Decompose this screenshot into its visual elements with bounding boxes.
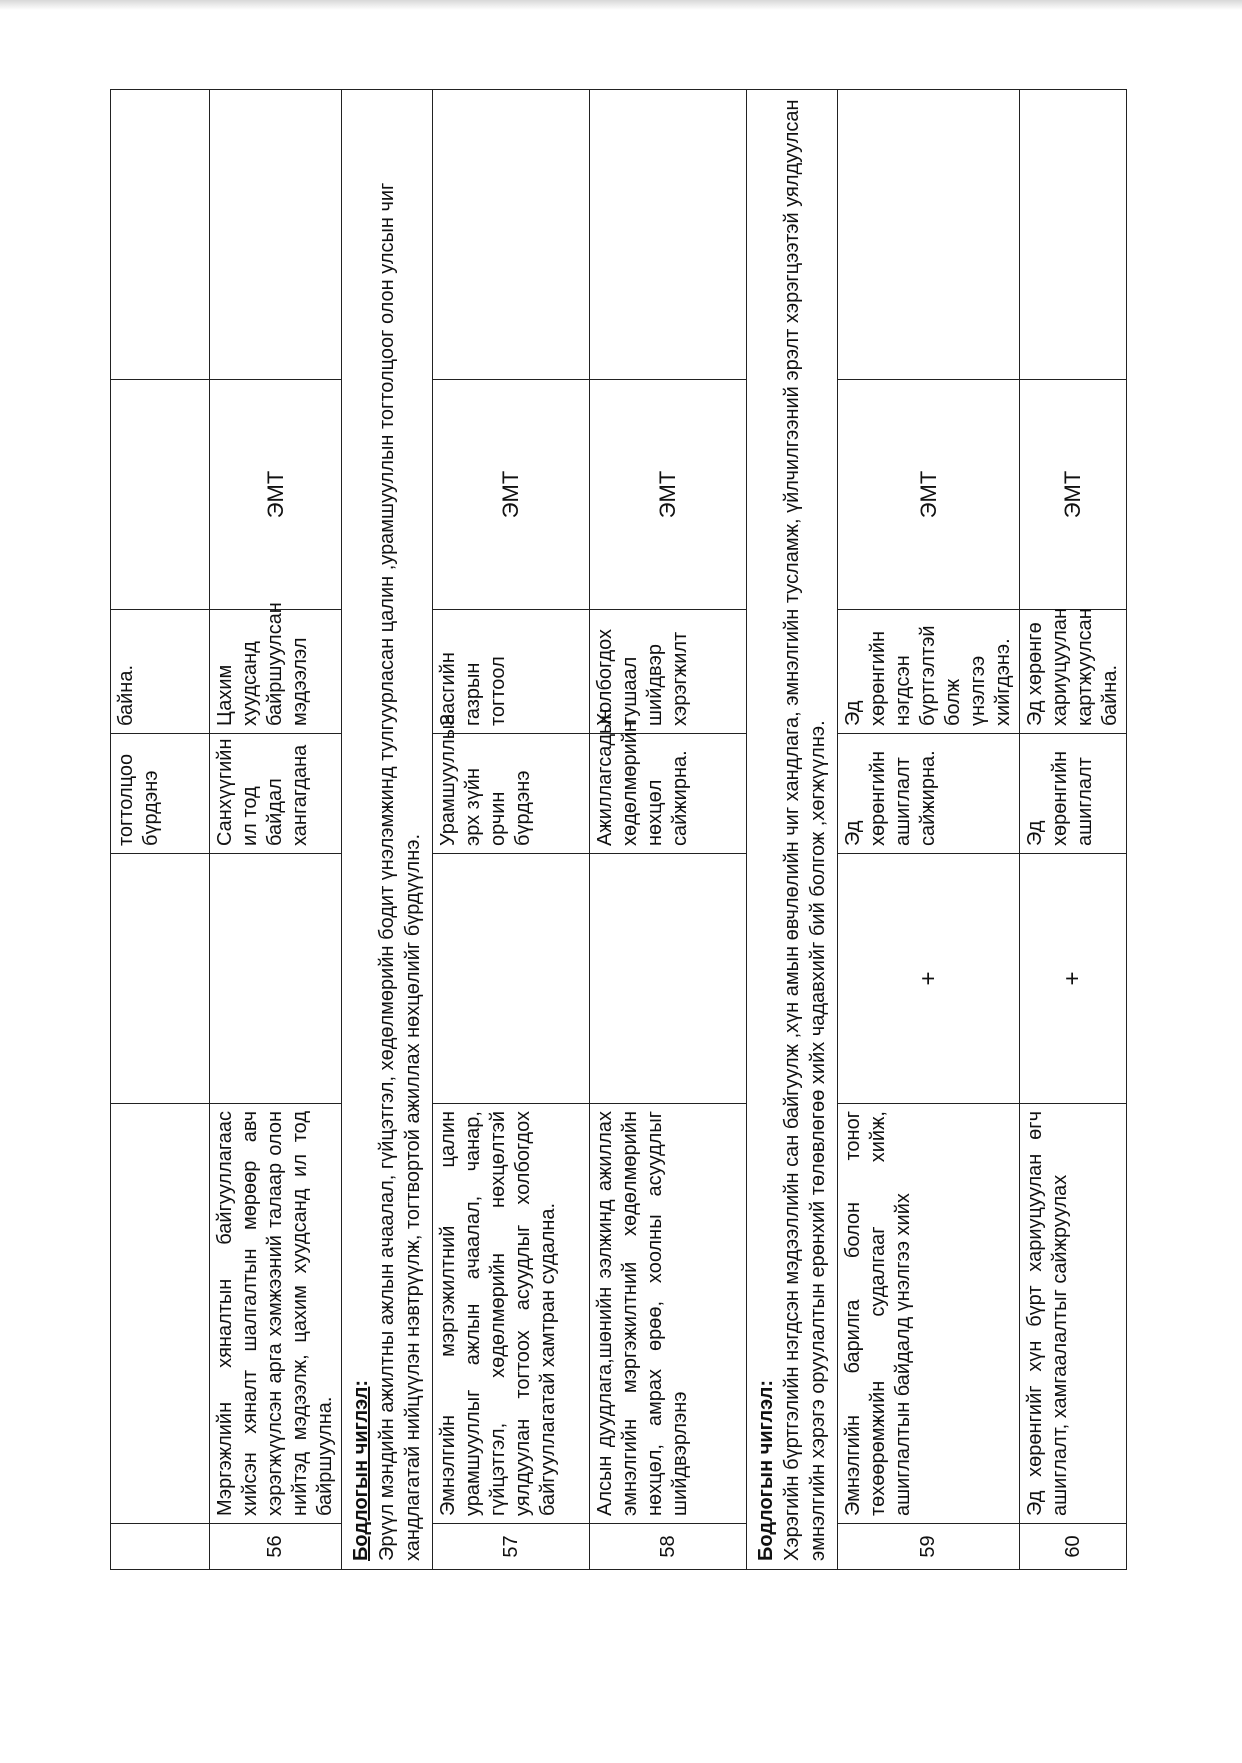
activity-cell: Эмнэлгийн барилга болон тоног төхөөрөмжийн судалгааг хийж, ашиглалтын байдалд үнэлгээ хийх (838, 1104, 1020, 1524)
table-row (210, 90, 342, 1570)
policy-title: Бодлогын чиглэл: (755, 1379, 777, 1561)
extra-cell (1020, 90, 1127, 380)
indicator-cell: Ажиллагсадын хөдөлмөрийн нөхцөл сайжирна. (590, 734, 747, 854)
row-number (111, 1524, 210, 1570)
activity-cell (111, 1104, 210, 1524)
scan-edge-shadow (0, 0, 1242, 10)
activity-cell: Алсын дуудлага,шөнийн ээлжинд ажиллах эмнэлгийн мэргэжилтний хөдөлмөрийн нөхцөл, амрах өрөө, хоолны асуудлыг шийдвэрлэнэ (590, 1104, 747, 1524)
extra-cell (433, 90, 590, 380)
policy-body: Хэрэгийн бүртгэлийн нэгдсэн мэдээллийн сан байгуулж ,хүн амын өвчлөлийн чиг хандлага, эмнэлгийн тусламж, үйлчилгээний эрэлт хэрэгцээтэй уялдуулсан эмнэлгийн хэрэгэ оруулалтын ерөнхий төлөвлөгөө хийх чадавхийг бий болгож ,хөгжүүлнэ. (781, 99, 829, 1561)
row-number: 56 (210, 1524, 342, 1570)
result-cell: Холбогдох тушаал шийдвэр хэрэгжилт (590, 610, 747, 734)
row-number: 58 (590, 1524, 747, 1570)
policy-direction-row (747, 90, 838, 1570)
table-row (111, 90, 210, 1570)
result-cell: Засгийн газрын тогтоол (433, 610, 590, 734)
mark-cell: + (838, 854, 1020, 1104)
mark-cell: + (1020, 854, 1127, 1104)
indicator-cell: Эд хөрөнгийн ашиглалт (1020, 734, 1127, 854)
organization-cell (111, 380, 210, 610)
policy-body: Эрүүл мэндийн ажилтны ажлын ачаалал, гүйцэтгэл, хөдөлмөрийн бодит үнэлэмжинд тулгуурласан цалин ,урамшууллын тогтолцоог олон улсын чиг хандлагатай нийцүүлэн нэвтрүүлж, тогтвортой ажиллах нөхцөлийг бүрдүүлнэ. (376, 182, 424, 1561)
organization-cell: ЭМТ (1020, 380, 1127, 610)
row-number: 60 (1020, 1524, 1127, 1570)
organization-cell: ЭМТ (433, 380, 590, 610)
table-row (838, 90, 1020, 1570)
mark-cell (590, 854, 747, 1104)
organization-cell: ЭМТ (590, 380, 747, 610)
indicator-cell: Эд хөрөнгийн ашиглалт сайжирна. (838, 734, 1020, 854)
policy-direction-row (342, 90, 433, 1570)
indicator-cell: тогтолцоо бүрдэнэ (111, 734, 210, 854)
organization-cell: ЭМТ (838, 380, 1020, 610)
action-plan-table (110, 89, 1127, 1570)
extra-cell (210, 90, 342, 380)
activity-cell: Эд хөрөнгийг хүн бүрт хариуцуулан өгч ашиглалт, хамгаалалтыг сайжруулах (1020, 1104, 1127, 1524)
row-number: 59 (838, 1524, 1020, 1570)
result-cell: Эд хөрөнгө хариуцуулан картжуулсан байна. (1020, 610, 1127, 734)
indicator-cell: Урамшууллын эрх зүйн орчин бүрдэнэ (433, 734, 590, 854)
extra-cell (111, 90, 210, 380)
result-cell: байна. (111, 610, 210, 734)
policy-direction-cell (747, 90, 838, 1570)
result-cell: Эд хөрөнгийн нэгдсэн бүртгэлтэй болж үнэлгээ хийгдэнэ. (838, 610, 1020, 734)
table-row (590, 90, 747, 1570)
result-cell: Цахим хуудсанд байршуулсан мэдээлэл (210, 610, 342, 734)
activity-cell: Мэргэжлийн хяналтын байгууллагаас хийсэн хяналт шалгалтын мөрөөр авч хэрэгжүүлсэн арга хэмжээний талаар олон нийтэд мэдээлж, цахим хуудсанд ил тод байршуулна. (210, 1104, 342, 1524)
mark-cell (210, 854, 342, 1104)
mark-cell (111, 854, 210, 1104)
organization-cell: ЭМТ (210, 380, 342, 610)
rotated-page-content (110, 90, 1160, 1570)
activity-cell: Эмнэлгийн мэргэжилтний цалин урамшууллыг ажлын ачаалал, чанар, гүйцэтгэл, хөдөлмөрийн нөхцөлтэй уялдуулан тогтоох асуудлыг холбогдох байгууллагатай хамтран судална. (433, 1104, 590, 1524)
mark-cell (433, 854, 590, 1104)
extra-cell (838, 90, 1020, 380)
table-row (1020, 90, 1127, 1570)
policy-title: Бодлогын чиглэл (350, 1386, 372, 1561)
row-number: 57 (433, 1524, 590, 1570)
indicator-cell: Санхүүгийн ил тод байдал хангагдана (210, 734, 342, 854)
table-row (433, 90, 590, 1570)
policy-title-colon: : (350, 1379, 372, 1387)
policy-direction-cell (342, 90, 433, 1570)
extra-cell (590, 90, 747, 380)
